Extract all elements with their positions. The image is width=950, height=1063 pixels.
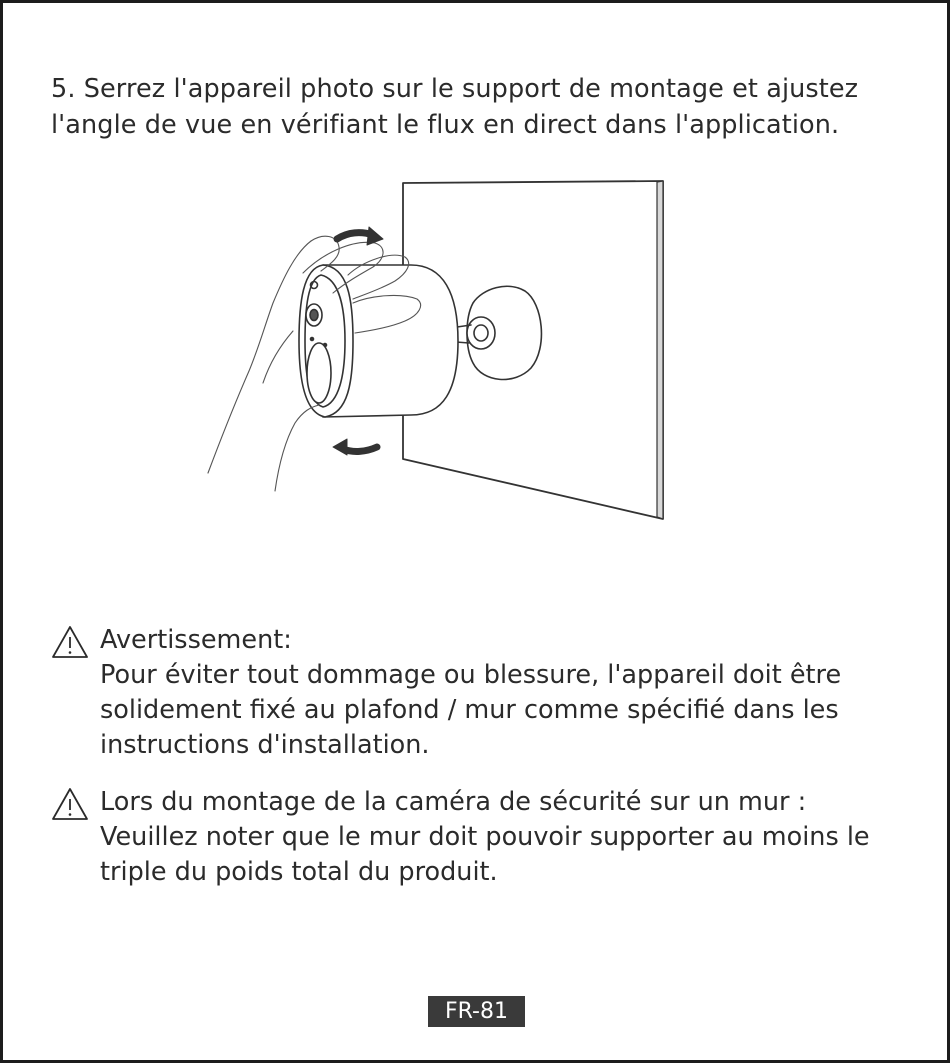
warning-triangle-icon	[51, 787, 89, 821]
camera-body	[299, 265, 458, 417]
page-number-badge: FR-81	[428, 996, 525, 1027]
warning-text: Pour éviter tout dommage ou blessure, l'appareil doit être solidement fixé au plafond / mur comme spécifié dans les instructions d'installation.	[100, 660, 842, 760]
warning-triangle-icon	[51, 625, 89, 659]
warning-text: Veuillez noter que le mur doit pouvoir supporter au moins le triple du poids total du produit.	[100, 822, 870, 887]
warning-block	[51, 623, 921, 763]
camera-mount-illustration	[193, 173, 673, 533]
rotate-arrow-counterclockwise	[333, 439, 377, 455]
warning-block	[51, 785, 921, 890]
warning-title: Lors du montage de la caméra de sécurité sur un mur :	[100, 787, 807, 817]
warning-title: Avertissement:	[100, 625, 292, 655]
step-instruction: 5. Serrez l'appareil photo sur le support de montage et ajustez l'angle de vue en vérifiant le flux en direct dans l'application.	[51, 74, 859, 140]
